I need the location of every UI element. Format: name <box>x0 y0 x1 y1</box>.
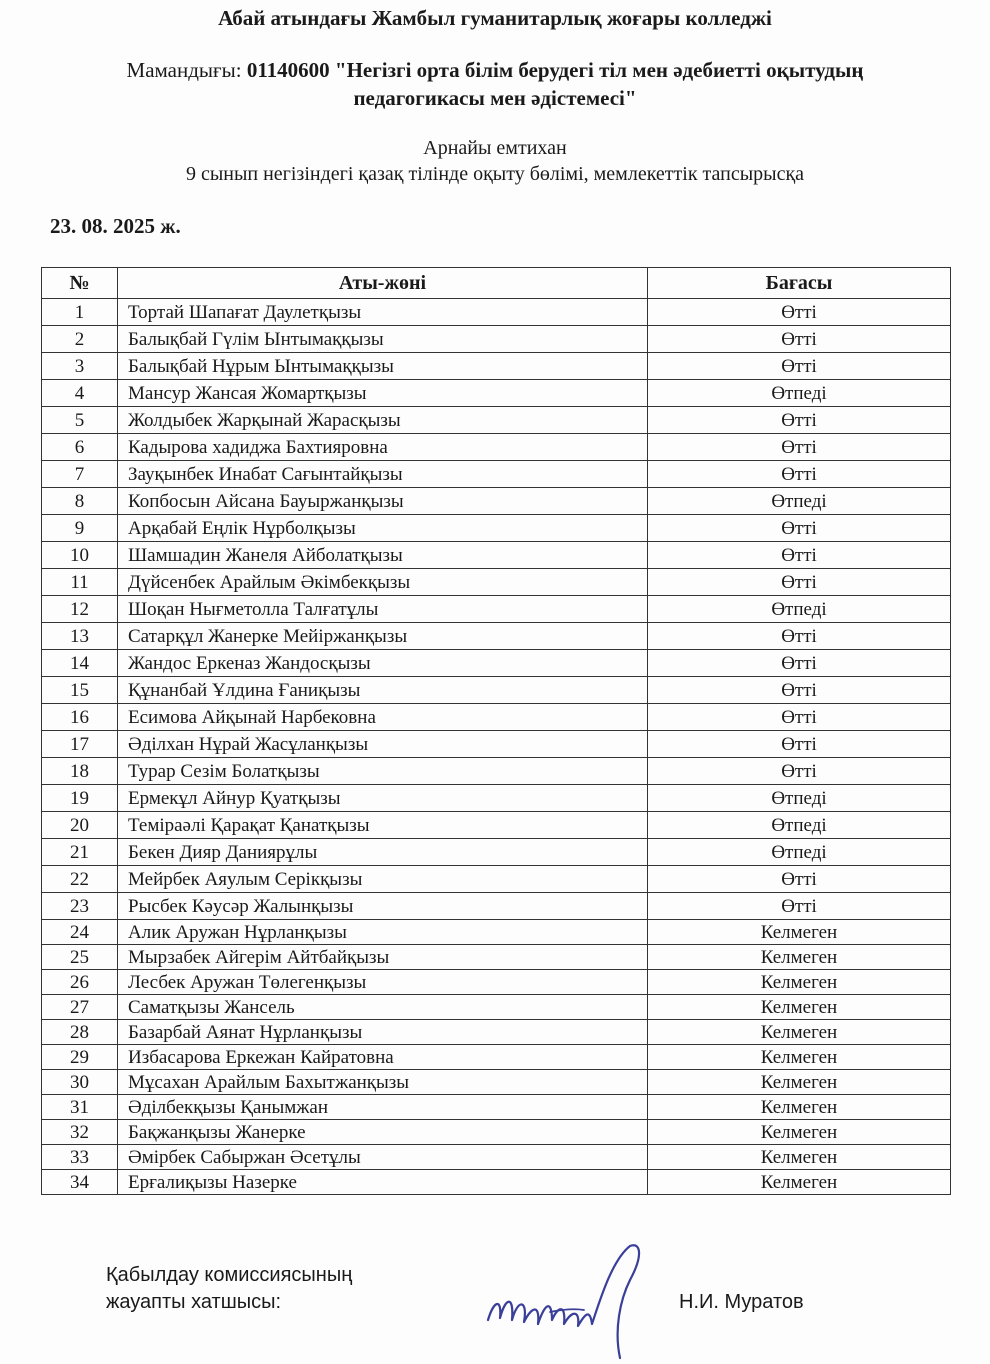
grade-value: Келмеген <box>648 1170 951 1195</box>
row-number: 21 <box>42 839 118 866</box>
table-row <box>42 758 951 785</box>
grade-value: Өтті <box>648 515 951 542</box>
grade-value: Өтпеді <box>648 839 951 866</box>
specialty-label: Мамандығы: <box>126 58 247 82</box>
table-row <box>42 1120 951 1145</box>
table-row <box>42 1020 951 1045</box>
row-number: 2 <box>42 326 118 353</box>
row-number: 27 <box>42 995 118 1020</box>
grade-value: Өтпеді <box>648 488 951 515</box>
table-row <box>42 970 951 995</box>
table-body <box>42 299 951 1195</box>
student-name: Әділхан Нұрай Жасұланқызы <box>118 731 648 758</box>
grade-value: Келмеген <box>648 995 951 1020</box>
grade-value: Өтті <box>648 326 951 353</box>
table-row <box>42 353 951 380</box>
grade-value: Келмеген <box>648 1095 951 1120</box>
student-name: Жолдыбек Жарқынай Жарасқызы <box>118 407 648 434</box>
exam-title: Арнайы емтихан <box>423 137 567 159</box>
table-row <box>42 785 951 812</box>
student-name: Тортай Шапағат Даулетқызы <box>118 299 648 326</box>
student-name: Жандос Еркеназ Жандосқызы <box>118 650 648 677</box>
row-number: 32 <box>42 1120 118 1145</box>
student-name: Шамшадин Жанеля Айболатқызы <box>118 542 648 569</box>
grade-value: Өтті <box>648 704 951 731</box>
row-number: 8 <box>42 488 118 515</box>
grade-value: Өтпеді <box>648 812 951 839</box>
student-name: Копбосын Айсана Бауыржанқызы <box>118 488 648 515</box>
student-name: Саматқызы Жансель <box>118 995 648 1020</box>
grade-value: Өтті <box>648 407 951 434</box>
grade-value: Келмеген <box>648 1045 951 1070</box>
table-row <box>42 326 951 353</box>
table-row <box>42 515 951 542</box>
grade-value: Өтті <box>648 866 951 893</box>
table-row <box>42 488 951 515</box>
table-row <box>42 1145 951 1170</box>
row-number: 4 <box>42 380 118 407</box>
grade-value: Келмеген <box>648 970 951 995</box>
student-name: Бекен Дияр Даниярұлы <box>118 839 648 866</box>
row-number: 30 <box>42 1070 118 1095</box>
row-number: 24 <box>42 920 118 945</box>
table-row <box>42 380 951 407</box>
student-name: Ермекұл Айнур Қуатқызы <box>118 785 648 812</box>
student-name: Шоқан Нығметолла Талғатұлы <box>118 596 648 623</box>
table-row <box>42 812 951 839</box>
student-name: Кадырова хадиджа Бахтияровна <box>118 434 648 461</box>
row-number: 23 <box>42 893 118 920</box>
row-number: 6 <box>42 434 118 461</box>
document-date: 23. 08. 2025 ж. <box>50 214 181 238</box>
table-row <box>42 893 951 920</box>
student-name: Балықбай Нұрым Ынтымаққызы <box>118 353 648 380</box>
grade-value: Келмеген <box>648 945 951 970</box>
student-name: Мырзабек Айгерім Айтбайқызы <box>118 945 648 970</box>
row-number: 20 <box>42 812 118 839</box>
row-number: 12 <box>42 596 118 623</box>
row-number: 17 <box>42 731 118 758</box>
grade-value: Өтпеді <box>648 596 951 623</box>
signer-name: Н.И. Муратов <box>679 1291 804 1313</box>
row-number: 7 <box>42 461 118 488</box>
student-name: Мейрбек Аяулым Серікқызы <box>118 866 648 893</box>
grade-value: Келмеген <box>648 1020 951 1045</box>
table-row <box>42 596 951 623</box>
table-row <box>42 1095 951 1120</box>
row-number: 28 <box>42 1020 118 1045</box>
student-name: Теміраәлі Қарақат Қанатқызы <box>118 812 648 839</box>
student-name: Базарбай Аянат Нұрланқызы <box>118 1020 648 1045</box>
row-number: 9 <box>42 515 118 542</box>
row-number: 33 <box>42 1145 118 1170</box>
row-number: 15 <box>42 677 118 704</box>
grade-value: Өтті <box>648 677 951 704</box>
header-name: Аты-жөні <box>118 268 648 299</box>
results-table <box>41 267 951 1195</box>
grade-value: Өтті <box>648 434 951 461</box>
commission-label-line-1: Қабылдау комиссиясының <box>106 1264 353 1286</box>
specialty-value: 01140600 "Негізгі орта білім берудегі тіл мен әдебиетті оқытудың <box>246 58 864 82</box>
grade-value: Келмеген <box>648 1120 951 1145</box>
table-row <box>42 1045 951 1070</box>
grade-value: Өтпеді <box>648 380 951 407</box>
row-number: 34 <box>42 1170 118 1195</box>
table-row <box>42 650 951 677</box>
student-name: Ерғалиқызы Назерке <box>118 1170 648 1195</box>
row-number: 16 <box>42 704 118 731</box>
student-name: Мансур Жансая Жомартқызы <box>118 380 648 407</box>
table-row <box>42 569 951 596</box>
table-row <box>42 995 951 1020</box>
signature-icon <box>480 1240 650 1360</box>
specialty-line-1 <box>0 58 990 83</box>
student-name: Бақжанқызы Жанерке <box>118 1120 648 1145</box>
row-number: 5 <box>42 407 118 434</box>
student-name: Сатарқұл Жанерке Мейіржанқызы <box>118 623 648 650</box>
row-number: 22 <box>42 866 118 893</box>
department-title: 9 сынып негізіндегі қазақ тілінде оқыту бөлімі, мемлекеттік тапсырысқа <box>185 163 805 185</box>
table-row <box>42 1070 951 1095</box>
student-name: Мұсахан Арайлым Бахытжанқызы <box>118 1070 648 1095</box>
grade-value: Келмеген <box>648 1070 951 1095</box>
row-number: 11 <box>42 569 118 596</box>
grade-value: Өтті <box>648 623 951 650</box>
table-row <box>42 623 951 650</box>
row-number: 3 <box>42 353 118 380</box>
header-grade: Бағасы <box>648 268 951 299</box>
grade-value: Келмеген <box>648 920 951 945</box>
row-number: 26 <box>42 970 118 995</box>
table-row <box>42 704 951 731</box>
row-number: 31 <box>42 1095 118 1120</box>
table-row <box>42 1170 951 1195</box>
row-number: 19 <box>42 785 118 812</box>
student-name: Құнанбай Ұлдина Ғаниқызы <box>118 677 648 704</box>
grade-value: Өтпеді <box>648 785 951 812</box>
student-name: Зауқынбек Инабат Сағынтайқызы <box>118 461 648 488</box>
table-row <box>42 839 951 866</box>
grade-value: Өтті <box>648 758 951 785</box>
table-row <box>42 731 951 758</box>
student-name: Арқабай Еңлік Нұрболқызы <box>118 515 648 542</box>
row-number: 1 <box>42 299 118 326</box>
grade-value: Өтті <box>648 542 951 569</box>
grade-value: Өтті <box>648 353 951 380</box>
row-number: 10 <box>42 542 118 569</box>
grade-value: Өтті <box>648 299 951 326</box>
table-row <box>42 434 951 461</box>
grade-value: Өтті <box>648 893 951 920</box>
grade-value: Өтті <box>648 650 951 677</box>
table-row <box>42 299 951 326</box>
student-name: Турар Сезім Болатқызы <box>118 758 648 785</box>
grade-value: Өтті <box>648 569 951 596</box>
table-row <box>42 542 951 569</box>
student-name: Избасарова Еркежан Кайратовна <box>118 1045 648 1070</box>
row-number: 13 <box>42 623 118 650</box>
table-row <box>42 866 951 893</box>
row-number: 25 <box>42 945 118 970</box>
student-name: Әмірбек Сабыржан Әсетұлы <box>118 1145 648 1170</box>
student-name: Әділбекқызы Қанымжан <box>118 1095 648 1120</box>
student-name: Балықбай Гүлім Ынтымаққызы <box>118 326 648 353</box>
table-row <box>42 677 951 704</box>
commission-label-line-2: жауапты хатшысы: <box>106 1291 282 1313</box>
table-header-row <box>42 268 951 299</box>
grade-value: Келмеген <box>648 1145 951 1170</box>
student-name: Дүйсенбек Арайлым Әкімбекқызы <box>118 569 648 596</box>
college-title: Абай атындағы Жамбыл гуманитарлық жоғары колледжі <box>218 6 772 30</box>
header-number: № <box>42 268 118 299</box>
student-name: Алик Аружан Нұрланқызы <box>118 920 648 945</box>
table-row <box>42 920 951 945</box>
specialty-line-2: педагогикасы мен әдістемесі" <box>353 86 637 110</box>
student-name: Есимова Айқынай Нарбековна <box>118 704 648 731</box>
student-name: Лесбек Аружан Төлегенқызы <box>118 970 648 995</box>
grade-value: Өтті <box>648 731 951 758</box>
row-number: 18 <box>42 758 118 785</box>
grade-value: Өтті <box>648 461 951 488</box>
row-number: 29 <box>42 1045 118 1070</box>
student-name: Рысбек Кәусәр Жалынқызы <box>118 893 648 920</box>
table-row <box>42 407 951 434</box>
row-number: 14 <box>42 650 118 677</box>
table-row <box>42 461 951 488</box>
table-row <box>42 945 951 970</box>
